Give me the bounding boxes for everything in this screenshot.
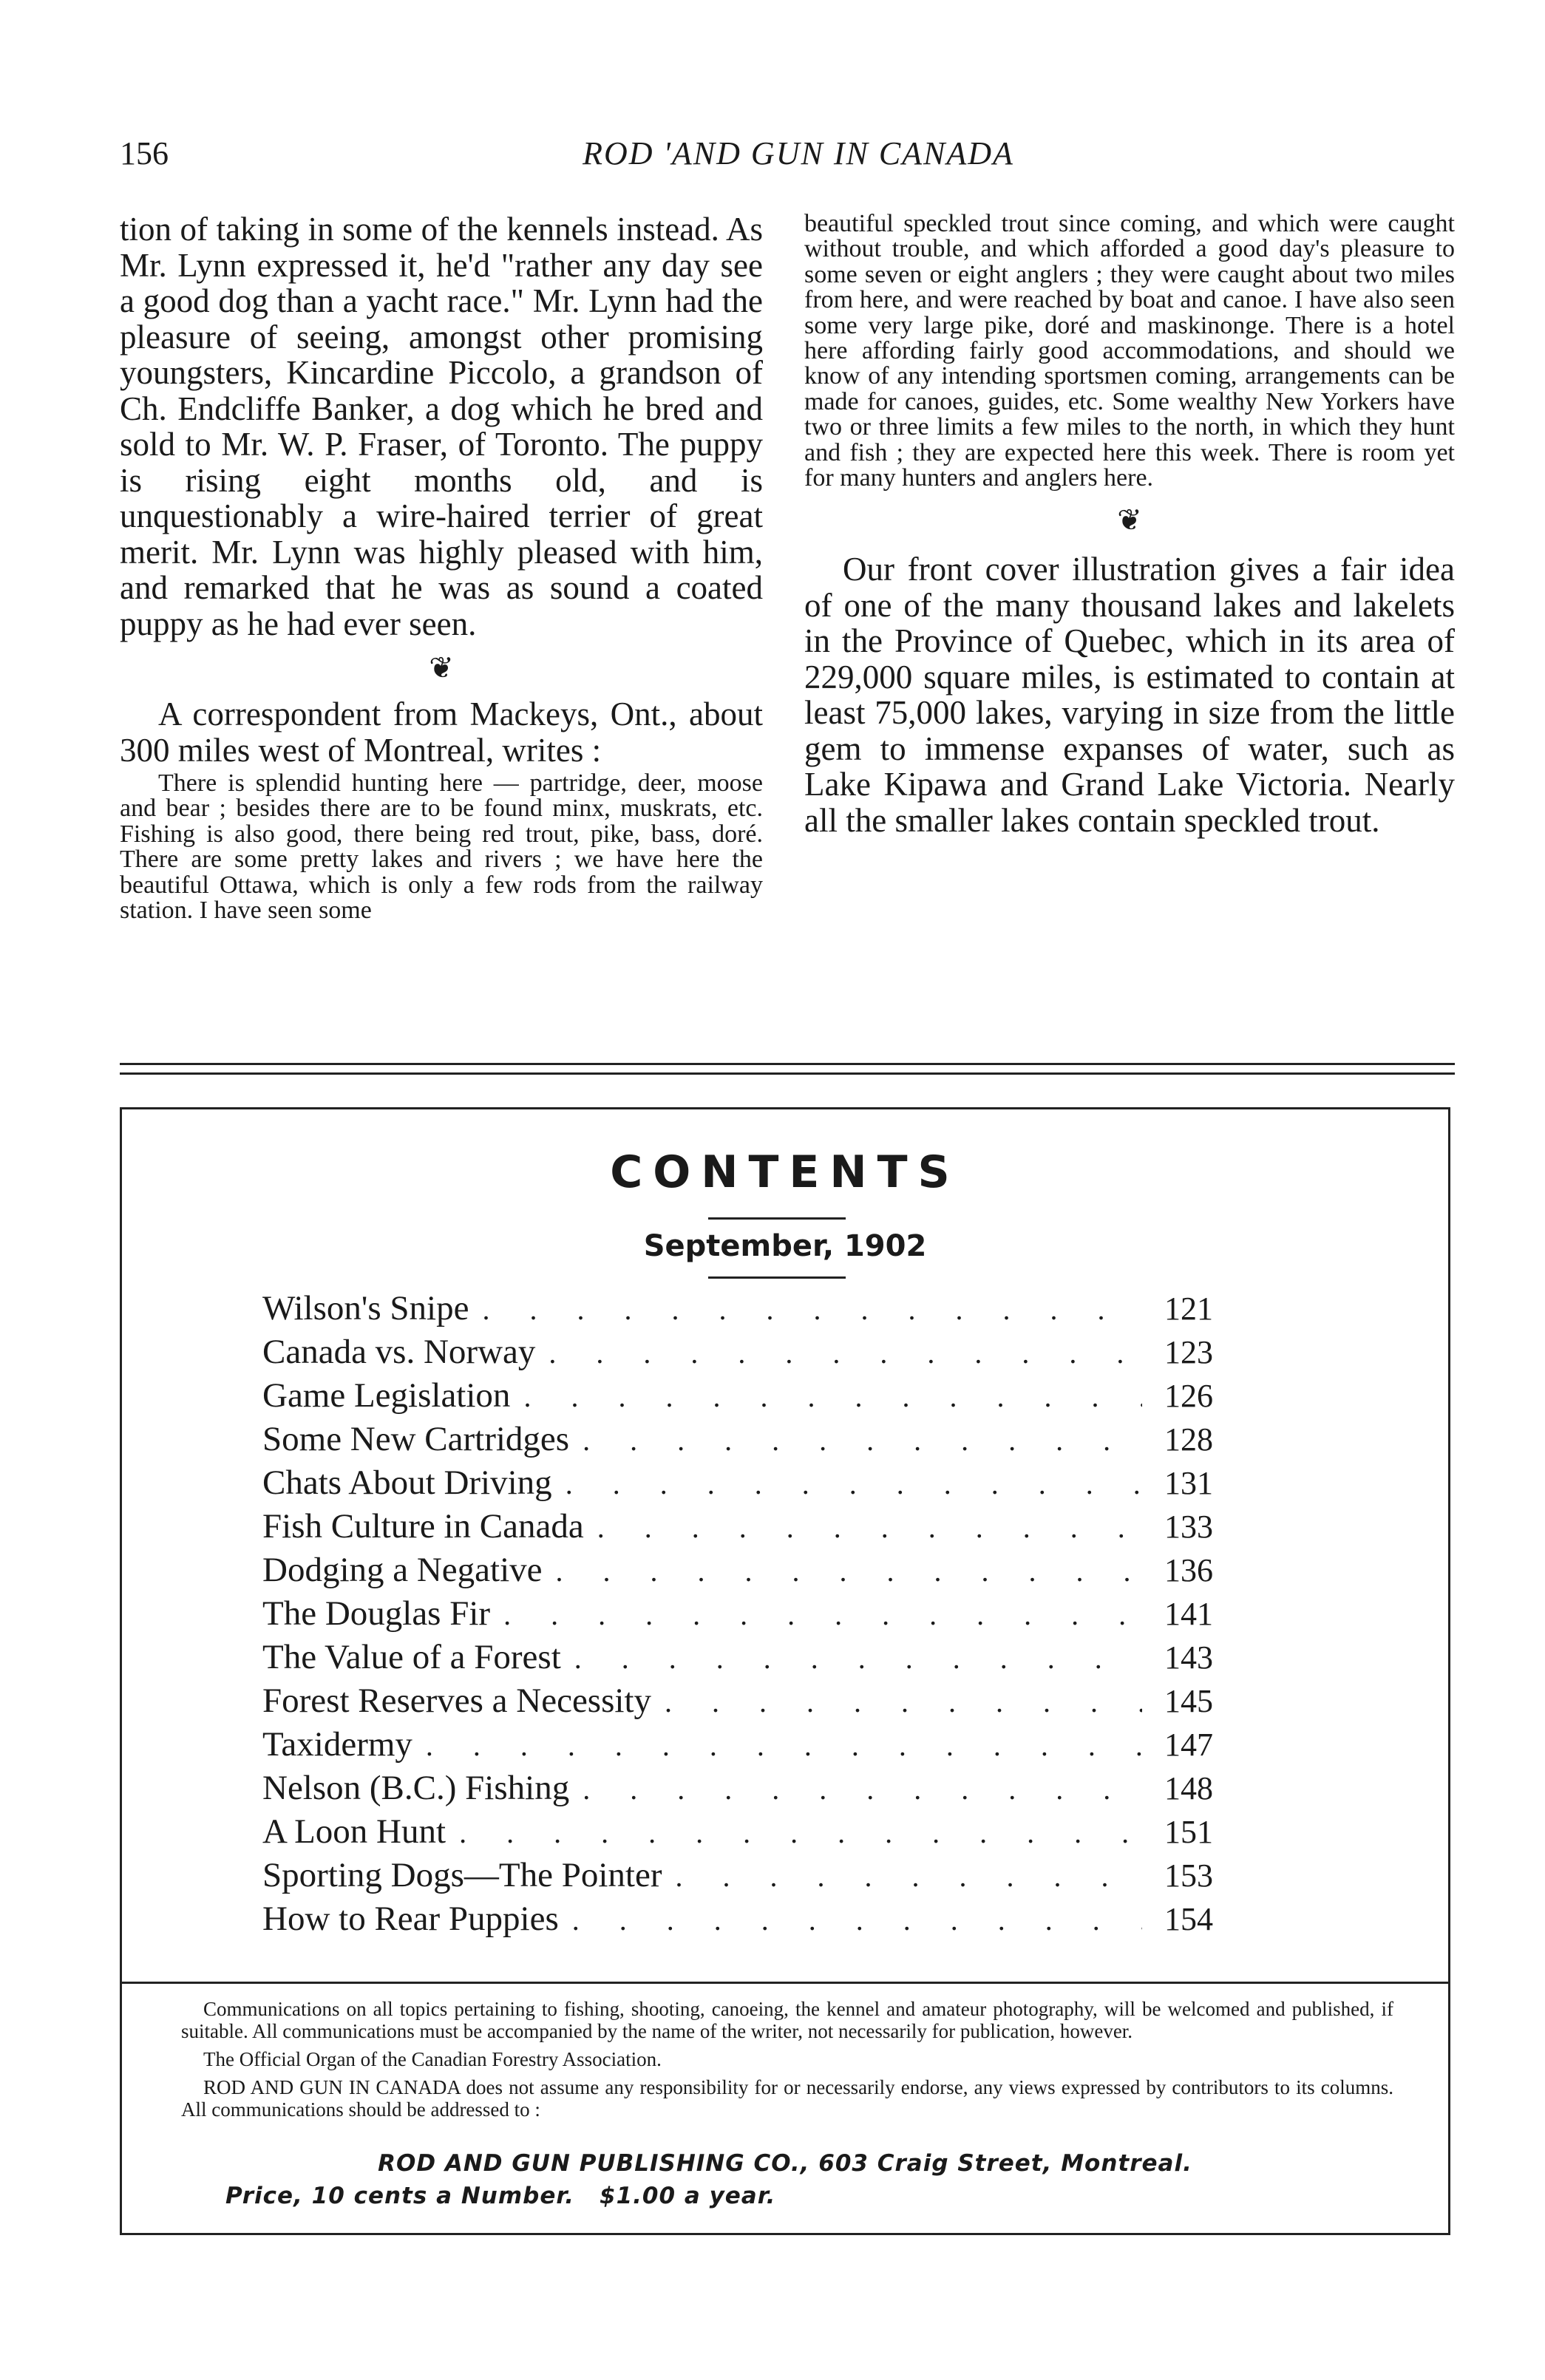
communications-note: Communications on all topics pertaining to fishing, shooting, canoeing, the kennel and amateur photography, will be welcomed and published, if suitable. All communications must be accompanied by the name of the writer, not necessarily for publication, however. xyxy=(181,1998,1393,2042)
toc-entry-title: A Loon Hunt xyxy=(262,1812,446,1851)
price-line xyxy=(225,2183,775,2209)
toc-entry[interactable] xyxy=(262,1548,1238,1592)
price-per-year: $1.00 a year. xyxy=(600,2183,776,2209)
toc-entry[interactable] xyxy=(262,1505,1238,1548)
toc-entry[interactable] xyxy=(262,1723,1238,1767)
toc-entry-title: Chats About Driving xyxy=(262,1463,552,1502)
toc-entry[interactable] xyxy=(262,1897,1238,1941)
publisher-line: ROD AND GUN PUBLISHING CO., 603 Craig Street, Montreal. xyxy=(378,2150,1192,2177)
toc-entry-page: 143 xyxy=(1164,1639,1213,1676)
dot-leader xyxy=(523,1375,1142,1418)
dot-leader xyxy=(574,1636,1142,1680)
toc-entry[interactable] xyxy=(262,1287,1238,1330)
dot-leader xyxy=(572,1898,1142,1942)
toc-entry[interactable] xyxy=(262,1592,1238,1636)
toc-entry-page: 123 xyxy=(1164,1334,1213,1370)
price-per-number: Price, 10 cents a Number. xyxy=(225,2183,575,2209)
toc-entry-page: 133 xyxy=(1164,1509,1213,1545)
kennel-paragraph: tion of taking in some of the kennels instead. As Mr. Lynn expressed it, he'd "rather any day see a good dog than a yacht race." Mr. Lynn had the pleasure of seeing, amongst other promising youngsters, Kincardine Piccolo, a grandson of Ch. Endcliffe Banker, a dog which he bred and sold to Mr. W. P. Fraser, of Toronto. The puppy is rising eight months old, and is unquestionably a wire-haired terrier of great merit. Mr. Lynn was highly pleased with him, and remarked that he was as sound a coated puppy as he had ever seen. xyxy=(120,211,763,642)
toc-entry-page: 145 xyxy=(1164,1683,1213,1719)
date-rule-bottom xyxy=(708,1276,846,1279)
toc-entry-page: 136 xyxy=(1164,1552,1213,1588)
date-rule-top xyxy=(708,1217,846,1220)
toc-entry[interactable] xyxy=(262,1330,1238,1374)
toc-entry-page: 147 xyxy=(1164,1727,1213,1763)
toc-entry-title: Forest Reserves a Necessity xyxy=(262,1682,651,1720)
fleuron-ornament: ❦ xyxy=(429,651,454,684)
toc-entry-title: Taxidermy xyxy=(262,1725,412,1764)
toc-entry-page: 148 xyxy=(1164,1770,1213,1806)
toc-entry-title: The Value of a Forest xyxy=(262,1638,561,1676)
toc-entry[interactable] xyxy=(262,1810,1238,1854)
toc-entry[interactable] xyxy=(262,1854,1238,1897)
contents-box xyxy=(120,1107,1450,2235)
dot-leader xyxy=(459,1811,1142,1854)
contents-date: September, 1902 xyxy=(643,1229,927,1263)
toc-entry[interactable] xyxy=(262,1374,1238,1418)
toc-entry-page: 154 xyxy=(1164,1901,1213,1937)
dot-leader xyxy=(597,1506,1142,1549)
toc-entry-title: Fish Culture in Canada xyxy=(262,1507,584,1546)
toc-entry-title: How to Rear Puppies xyxy=(262,1900,559,1938)
toc-entry-title: The Douglas Fir xyxy=(262,1594,491,1633)
toc-entry[interactable] xyxy=(262,1461,1238,1505)
fleuron-ornament: ❦ xyxy=(1117,503,1142,537)
table-of-contents xyxy=(262,1287,1238,1941)
dot-leader xyxy=(665,1680,1142,1724)
dot-leader xyxy=(583,1418,1142,1462)
toc-entry-title: Nelson (B.C.) Fishing xyxy=(262,1769,570,1807)
toc-entry[interactable] xyxy=(262,1767,1238,1810)
footer-notes xyxy=(181,1998,1393,2121)
toc-entry-page: 128 xyxy=(1164,1421,1213,1458)
toc-entry-title: Canada vs. Norway xyxy=(262,1333,536,1371)
toc-entry[interactable] xyxy=(262,1679,1238,1723)
responsibility-note: ROD AND GUN IN CANADA does not assume any responsibility for or necessarily endorse, any views expressed by contributors to its columns. All communications should be addressed to : xyxy=(181,2076,1393,2121)
dot-leader xyxy=(583,1767,1142,1811)
official-organ-note: The Official Organ of the Canadian Forestry Association. xyxy=(203,2048,662,2070)
toc-entry-title: Wilson's Snipe xyxy=(262,1289,469,1327)
dot-leader xyxy=(426,1724,1142,1767)
running-head: ROD 'AND GUN IN CANADA xyxy=(583,135,1014,171)
right-column xyxy=(804,211,1455,838)
toc-entry-title: Some New Cartridges xyxy=(262,1420,570,1458)
contents-divider xyxy=(122,1982,1448,1984)
contents-title: CONTENTS xyxy=(610,1146,960,1198)
toc-entry-page: 126 xyxy=(1164,1378,1213,1414)
correspondent-quote-continued: beautiful speckled trout since coming, and which were caught without trouble, and which afforded a good day's pleasure to some seven or eight anglers ; they were caught about two miles from here, and were reached by boat and canoe. I have also seen some very large pike, doré and maskinonge. There is a hotel here affording fairly good accommodations, and should we know of any intending sportsmen coming, arrangements can be made for canoes, guides, etc. Some wealthy New Yorkers have two or three limits a few miles to the north, in which they hunt and fish ; they are expected here this week. There is room yet for many hunters and anglers here. xyxy=(804,210,1455,492)
toc-entry[interactable] xyxy=(262,1636,1238,1679)
correspondent-quote: There is splendid hunting here — partridge, deer, moose and bear ; besides there are to be found minx, muskrats, etc. Fishing is also good, there being red trout, pike, bass, doré. There are some pretty lakes and rivers ; we have here the beautiful Ottawa, which is only a few rods from the railway station. I have seen some xyxy=(120,769,763,925)
dot-leader xyxy=(675,1854,1142,1898)
toc-entry-page: 131 xyxy=(1164,1465,1213,1501)
page-number: 156 xyxy=(120,135,169,171)
toc-entry-title: Game Legislation xyxy=(262,1376,511,1415)
dot-leader xyxy=(566,1462,1142,1506)
toc-entry-title: Dodging a Negative xyxy=(262,1551,543,1589)
dot-leader xyxy=(549,1331,1142,1375)
toc-entry-page: 141 xyxy=(1164,1596,1213,1632)
dot-leader xyxy=(482,1288,1142,1331)
toc-entry[interactable] xyxy=(262,1418,1238,1461)
dot-leader xyxy=(556,1549,1142,1593)
cover-illustration-paragraph: Our front cover illustration gives a fair idea of one of the many thousand lakes and lakelets in the Province of Quebec, which in its area of 229,000 square miles, is estimated to contain at least 75,000 lakes, varying in size from the little gem to immense expanses of water, such as Lake Kipawa and Grand Lake Victoria. Nearly all the smaller lakes contain speckled trout. xyxy=(804,551,1455,839)
double-rule-divider xyxy=(120,1063,1455,1075)
dot-leader xyxy=(503,1593,1142,1636)
toc-entry-page: 121 xyxy=(1164,1291,1213,1327)
toc-entry-title: Sporting Dogs—The Pointer xyxy=(262,1856,662,1894)
correspondent-paragraph: A correspondent from Mackeys, Ont., about 300 miles west of Montreal, writes : xyxy=(120,696,763,769)
toc-entry-page: 153 xyxy=(1164,1857,1213,1894)
left-column xyxy=(120,211,763,923)
toc-entry-page: 151 xyxy=(1164,1814,1213,1850)
